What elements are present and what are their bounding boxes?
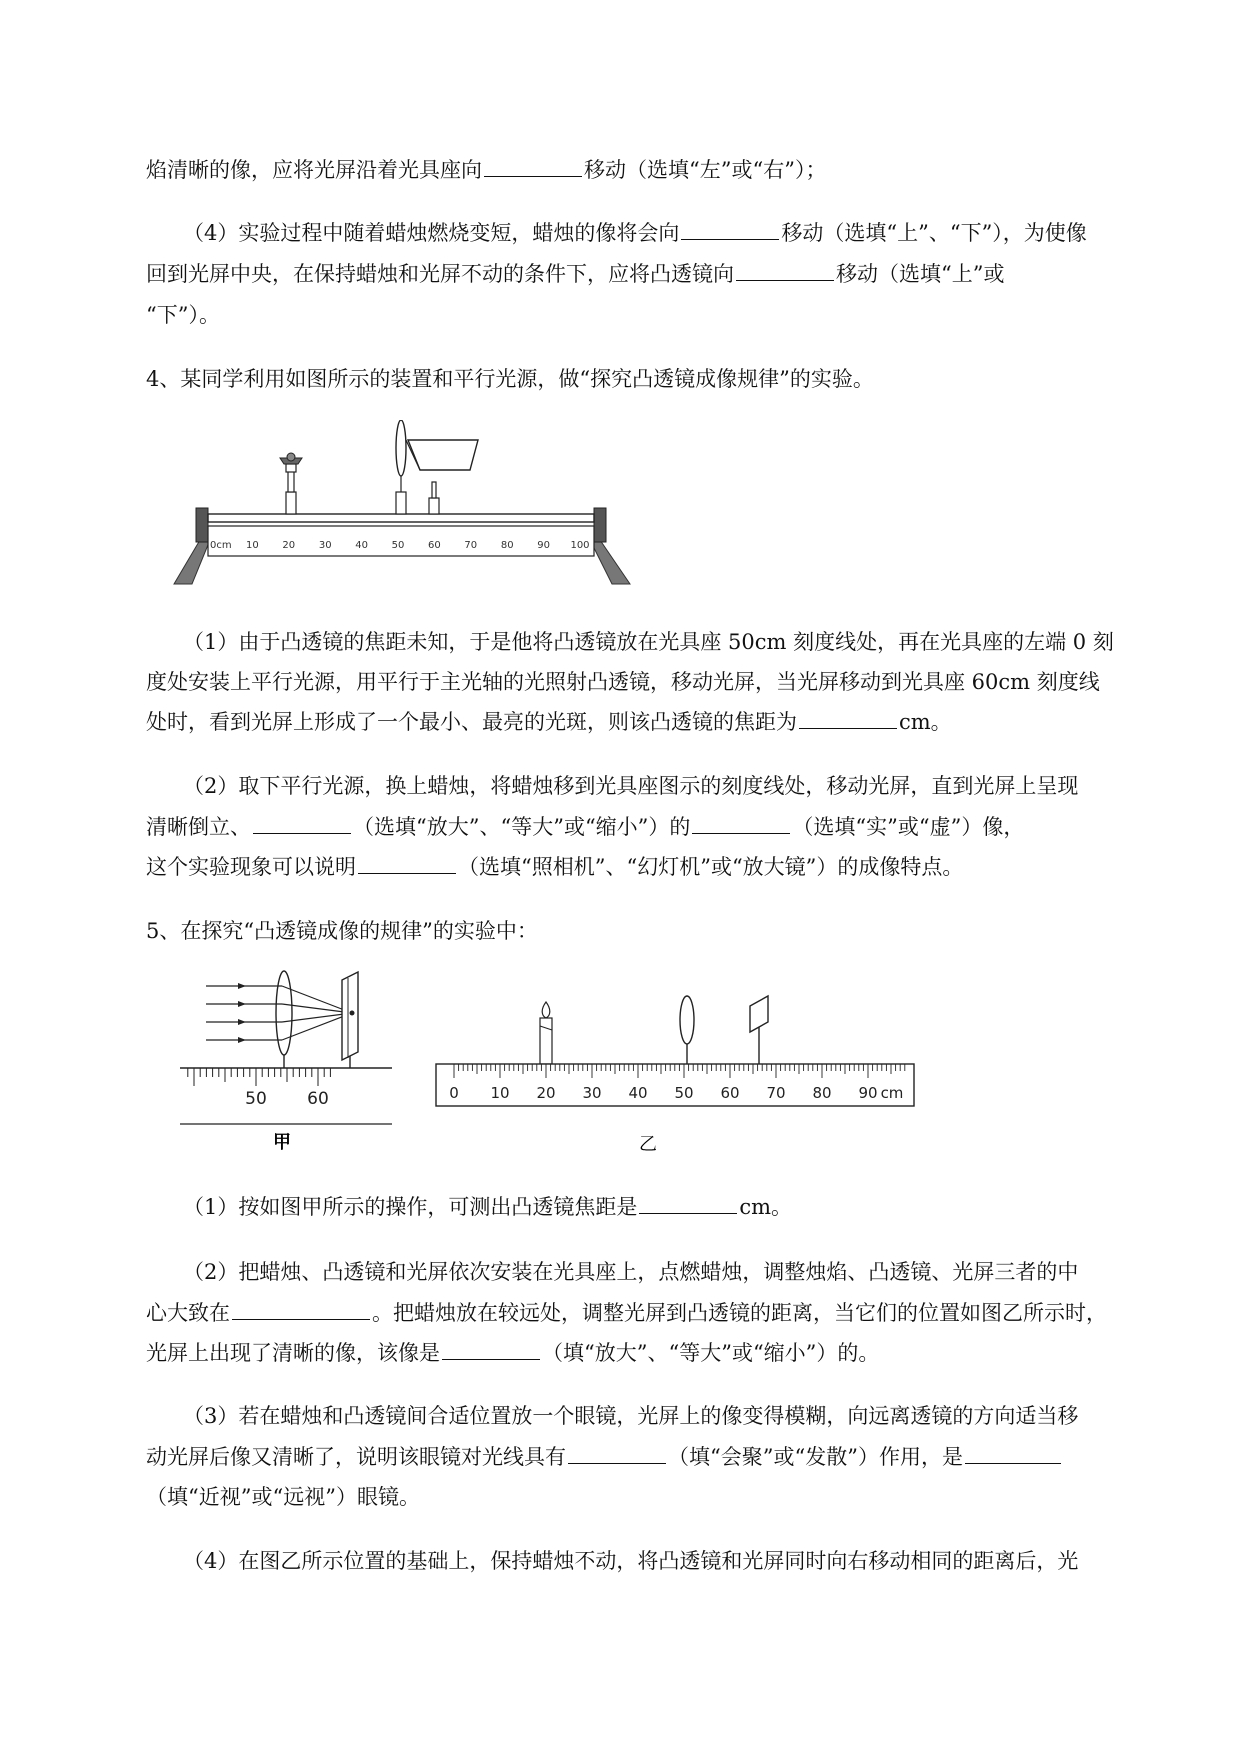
text-line: 光屏上出现了清晰的像，该像是 （填“放大”、“等大”或“缩小”）的。 [146, 1341, 880, 1365]
light-source-holder [280, 453, 302, 514]
answer-blank[interactable] [799, 708, 897, 729]
scale-label: 80 [812, 1084, 832, 1102]
scale-label: 10 [490, 1084, 510, 1102]
text-line: （4）在图乙所示位置的基础上，保持蜡烛不动，将凸透镜和光屏同时向右移动相同的距离后，光 [183, 1549, 1079, 1573]
text-line: （4）实验过程中随着蜡烛燃烧变短，蜡烛的像将会向 移动（选填“上”、“下”），为使像 [183, 221, 1087, 245]
answer-blank[interactable] [568, 1443, 666, 1464]
scale-label: 0cm [210, 540, 232, 551]
answer-blank[interactable] [232, 1299, 370, 1320]
scale-label: 70 [766, 1084, 786, 1102]
scale-label: 60 [428, 540, 441, 551]
text-line: （1）按如图甲所示的操作，可测出凸透镜焦距是 cm。 [183, 1195, 793, 1219]
text-line: （填“近视”或“远视”）眼镜。 [146, 1485, 420, 1509]
scale-label: 40 [628, 1084, 648, 1102]
figure-caption-jia: 甲 [273, 1132, 291, 1153]
question-5-title: 5、在探究“凸透镜成像的规律”的实验中： [146, 919, 538, 943]
scale-label: 40 [355, 540, 368, 551]
scale-label: 70 [464, 540, 478, 551]
text-line: 回到光屏中央，在保持蜡烛和光屏不动的条件下，应将凸透镜向 移动（选填“上”或 [146, 262, 1005, 286]
text-line: 心大致在 。把蜡烛放在较远处，调整光屏到凸透镜的距离，当它们的位置如图乙所示时， [146, 1301, 1107, 1325]
text-line: 这个实验现象可以说明 （选填“照相机”、“幻灯机”或“放大镜”）的成像特点。 [146, 855, 964, 879]
focal-length-figure-jia [176, 968, 406, 1156]
scale-label: 30 [318, 540, 332, 551]
answer-blank[interactable] [681, 219, 779, 240]
question-4-title: 4、某同学利用如图所示的装置和平行光源，做“探究凸透镜成像规律”的实验。 [146, 367, 874, 391]
text-line: （2）把蜡烛、凸透镜和光屏依次安装在光具座上，点燃蜡烛，调整烛焰、凸透镜、光屏三者的中 [183, 1260, 1079, 1284]
scale-label: 60 [307, 1089, 329, 1109]
scale-label: 50 [245, 1089, 267, 1109]
scale-label: 60 [720, 1084, 740, 1102]
light-screen [406, 440, 478, 514]
text-line: 焰清晰的像，应将光屏沿着光具座向 移动（选填“左”或“右”）； [146, 158, 827, 182]
scale-label: 80 [500, 540, 514, 551]
scale-label: 30 [582, 1084, 602, 1102]
answer-blank[interactable] [965, 1443, 1061, 1464]
scale-label: 10 [246, 540, 259, 551]
answer-blank[interactable] [358, 853, 456, 874]
scale-label: 50 [674, 1084, 694, 1102]
text-line: 清晰倒立、 （选填“放大”、“等大”或“缩小”）的 （选填“实”或“虚”）像， [146, 815, 1025, 839]
scale-label: 20 [536, 1084, 556, 1102]
scale-label: 90 [537, 540, 550, 551]
scale-label: 90 [858, 1084, 878, 1102]
text-line: （3）若在蜡烛和凸透镜间合适位置放一个眼镜，光屏上的像变得模糊，向远离透镜的方向适当移 [183, 1404, 1079, 1428]
answer-blank[interactable] [692, 813, 790, 834]
figure-caption-yi: 乙 [639, 1134, 657, 1155]
text-line: 处时，看到光屏上形成了一个最小、最亮的光斑，则该凸透镜的焦距为 cm。 [146, 710, 952, 734]
text-line: （1）由于凸透镜的焦距未知，于是他将凸透镜放在光具座 50cm 刻度线处，再在光具座的左端 0 刻 [183, 630, 1114, 654]
scale-label: 0 [449, 1084, 459, 1102]
candle [540, 1002, 552, 1064]
answer-blank[interactable] [442, 1339, 540, 1360]
convex-lens [396, 420, 406, 514]
optical-bench-figure-yi [430, 990, 920, 1156]
optical-bench-figure [170, 420, 640, 590]
answer-blank[interactable] [736, 260, 834, 281]
scale-label: 20 [282, 540, 296, 551]
answer-blank[interactable] [639, 1193, 737, 1214]
answer-blank[interactable] [253, 813, 351, 834]
scale-label: 50 [391, 540, 405, 551]
text-line: 动光屏后像又清晰了，说明该眼镜对光线具有 （填“会聚”或“发散”）作用，是 [146, 1443, 1063, 1471]
text-line: 度处安装上平行光源，用平行于主光轴的光照射凸透镜，移动光屏，当光屏移动到光具座 60cm 刻度线 [146, 670, 1100, 694]
text-line: （2）取下平行光源，换上蜡烛，将蜡烛移到光具座图示的刻度线处，移动光屏，直到光屏上呈现 [183, 774, 1079, 798]
answer-blank[interactable] [484, 156, 582, 177]
scale-label: 100 [570, 540, 590, 551]
text-line: “下”）。 [146, 303, 220, 327]
scale-unit: cm [880, 1084, 904, 1102]
